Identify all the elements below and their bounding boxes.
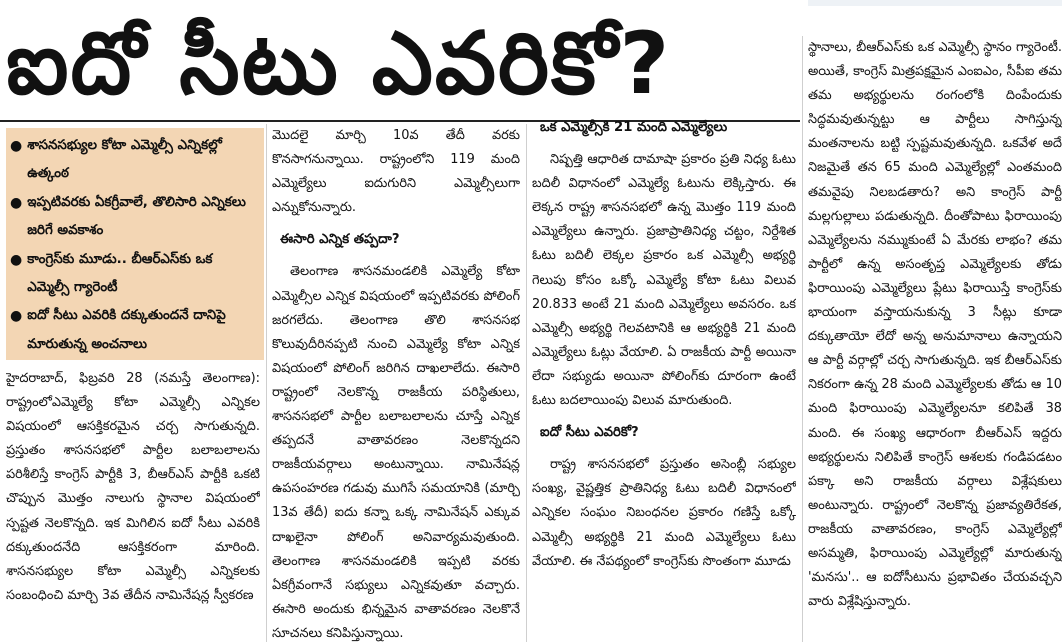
highlight-item bbox=[10, 246, 258, 303]
highlight-text: శాసనసభ్యుల కోటా ఎమ్మెల్సీ ఎన్నికల్లో ఉత్కంఠ bbox=[27, 138, 222, 182]
headline: ఐదో సీటు ఎవరికో? bbox=[6, 14, 672, 114]
column-2 bbox=[272, 124, 520, 642]
column-3 bbox=[532, 116, 796, 642]
body-paragraph: మొదలై మార్చి 10వ తేదీ వరకు కొనసాగనున్నాయి. రాష్ట్రంలోని 119 మంది ఎమ్మెల్యేలు ఐదుగురిని ఎమ్మెల్సీలుగా ఎన్నుకోనున్నారు. bbox=[272, 128, 520, 216]
column-4 bbox=[808, 36, 1062, 642]
body-paragraph: స్థానాలు, బీఆర్ఎస్‌కు ఒక ఎమ్మెల్సీ స్థానం గ్యారెంటీ. అయితే, కాంగ్రెస్ మిత్రపక్షమైన ఎంఐఎం, సీపీఐ తమ తమ అభ్యర్థులను రంగంలోకి దింపేందుకు సిద్ధమవుతున్నట్టు ఆ పార్టీలు సాగిస్తున్న మంతనాలను బట్టి స్పష్టమవుతున్నది. ఒకవేళ అదే నిజమైతే తన 65 మంది ఎమ్మెల్యేల్లో ఎంతమంది తమవైపు నిలబడతారు? అని కాంగ్రెస్ పార్టీ మల్లగుల్లాలు పడుతున్నది. దీంతోపాటు ఫిరాయింపు ఎమ్మెల్యేలను నమ్ముకుంటే ఏ మేరకు లాభం? తమ పార్టీలో ఉన్న అసంతృప్త ఎమ్మెల్యేలకు తోడు ఫిరాయింపు ఎమ్మెల్యేలు ప్లేటు ఫిరాయిస్తే కాంగ్రెస్‌కు భాయంగా వస్తాయనుకున్న 3 సీట్లు కూడా దక్కుతాయో లేదో అన్న అనుమానాలు ఉన్నాయని ఆ పార్టీ వర్గాల్లో చర్చ సాగుతున్నది. ఇక బీఆర్ఎస్‌కు నికరంగా ఉన్న 28 మంది ఎమ్మెల్యేలకు తోడు ఆ 10 మంది ఫిరాయింపు ఎమ్మెల్యేలనూ కలిపితే 38 మంది. ఈ సంఖ్య ఆధారంగా బీఆర్ఎస్ ఇద్దరు అభ్యర్థులను నిలిపితే కాంగ్రెస్ ఆశలకు గండిపడటం పక్కా అని రాజకీయ వర్గాలు విశ్లేషకులు అంటున్నారు. రాష్ట్రంలో నెలకొన్న ప్రజావ్యతిరేకత, రాజకీయ వాతావరణం, కాంగ్రెస్ ఎమ్మెల్యేల్లో అసమ్మతి, ఫిరాయింపు ఎమ్మెల్యేల్లో మారుతున్న 'మనసు'.. ఆ ఐదోసీటును ప్రభావితం చేయవచ్చని వారు విశ్లేషిస్తున్నారు. bbox=[808, 40, 1062, 610]
body-paragraph: నిష్పత్తి ఆధారిత దామాషా ప్రకారం ప్రతి నిధ్య ఓటు బదిలీ విధానంలో ఎమ్మెల్యే ఓటును లెక్కిస్తారు. ఈ లెక్కన రాష్ట్ర శాసనసభలో ఉన్న మొత్తం 119 మంది ఎమ్మెల్యేలు ఉన్నారు. ప్రజాప్రాతినిధ్య చట్టం, నిర్దేశిత ఓటు బదిలీ లెక్కల ప్రకారం ఒక ఎమ్మెల్సీ అభ్యర్థి గెలుపు కోసం ఒక్కో ఎమ్మెల్యే కోటా ఓటు విలువ 20.833 అంటే 21 మంది ఎమ్మెల్యేలు అవసరం. ఒక ఎమ్మెల్సీ అభ్యర్థి గెలవటానికి ఆ అభ్యర్థికి 21 మంది ఎమ్మెల్యేలు ఓట్లు వేయాలి. ఏ రాజకీయ పార్టీ అయినా లేదా సభ్యుడు అయినా పోలింగ్‌కు దూరంగా ఉంటే ఓటు బదలాయింపు విలువ మారుతుంది. bbox=[532, 152, 796, 409]
highlights-box bbox=[6, 128, 264, 360]
body-paragraph: రాష్ట్ర శాసనసభలో ప్రస్తుతం అసెంబ్లీ సభ్యుల సంఖ్య, వైష్ణత్తిక ప్రాతినిధ్య ఓటు బదిలీ విధానంలో ఎన్నికల సంఘం నిబంధనల ప్రకారం గణిస్తే ఒక్కో ఎమ్మెల్సీ అభ్యర్థికి 21 మంది ఎమ్మెల్యేలు ఓటు వేయాలి. ఈ నేపథ్యంలో కాంగ్రెస్‌కు సొంతంగా మూడు bbox=[532, 457, 796, 569]
subheading: ఈసారి ఎన్నిక తప్పదా? bbox=[280, 232, 400, 248]
dateline-paragraph: హైదరాబాద్, ఫిబ్రవరి 28 (నమస్తే తెలంగాణ): రాష్ట్రంలోఎమ్మెల్యే కోటా ఎమ్మెల్సీ ఎన్నికల విషయంలో ఆసక్తికరమైన చర్చ సాగుతున్నది. ప్రస్తుతం శాసనసభలో పార్టీల బలాబలాలను పరిశీలిస్తే కాంగ్రెస్ పార్టీకి 3, బీఆర్ఎస్ పార్టీకి ఒకటి చొప్పున మొత్తం నాలుగు స్థానాల విషయంలో స్పష్టత నెలకొన్నది. ఇక మిగిలిన ఐదో సీటు ఎవరికి దక్కుతుందనేది ఆసక్తికరంగా మారింది. శాసనసభ్యుల కోటా ఎమ్మెల్సీ ఎన్నికలకు సంబంధించి మార్చి 3వ తేదీన నామినేషన్ల స్వీకరణ bbox=[6, 371, 260, 603]
highlight-item bbox=[10, 189, 258, 246]
bullet-icon: ● bbox=[10, 138, 23, 154]
column-divider bbox=[266, 124, 267, 642]
highlight-text: కాంగ్రెస్‌కు మూడు.. బీఆర్ఎస్‌కు ఒక ఎమ్మెల్సీ గ్యారెంటీ bbox=[27, 251, 213, 296]
highlight-text: ఇప్పటివరకు ఏకగ్రీవాలే, తొలిసారి ఎన్నికలు జరిగే అవకాశం bbox=[27, 194, 246, 239]
top-edge-strip bbox=[808, 0, 1062, 6]
highlight-text: ఐదో సీటు ఎవరికి దక్కుతుందనే దానిపై మారుతున్న అంచనాలు bbox=[27, 308, 226, 352]
subheading: ఒక ఎమ్మెల్సీకి 21 మంది ఎమ్మెల్యేలు bbox=[540, 120, 728, 135]
column-1 bbox=[6, 367, 260, 642]
column-divider bbox=[526, 124, 527, 642]
bullet-icon: ● bbox=[10, 194, 23, 211]
bullet-icon: ● bbox=[10, 251, 23, 268]
column-divider bbox=[802, 36, 803, 642]
highlight-item bbox=[10, 132, 258, 189]
subheading: ఐదో సీటు ఎవరికో? bbox=[540, 425, 639, 441]
bullet-icon: ● bbox=[10, 308, 23, 325]
highlight-item bbox=[10, 302, 258, 359]
body-paragraph: తెలంగాణ శాసనమండలికి ఎమ్మెల్యే కోటా ఎమ్మెల్సీల ఎన్నిక విషయంలో ఇప్పటివరకు పోలింగ్ జరగలేదు. తెలంగాణ తొలి శాసనసభ కొలువుదీరినప్పటి నుంచి ఎమ్మెల్యే కోటా ఎన్నిక విషయంలో పోలింగ్ జరిగిన దాఖలాలేదు. ఈసారి రాష్ట్రంలో నెలకొన్న రాజకీయ పరిస్థితులు, శాసనసభలో పార్టీల బలాబలాలను చూస్తే ఎన్నిక తప్పదనే వాతావరణం నెలకొన్నదని రాజకీయవర్గాలు అంటున్నాయి. నామినేషన్ల ఉపసంహరణ గడువు ముగిసే సమయానికి (మార్చి 13వ తేదీ) ఐదు కన్నా ఒక్క నామినేషన్ ఎక్కువ దాఖలైనా పోలింగ్ అనివార్యమవుతుంది. తెలంగాణ శాసనమండలికి ఇప్పటి వరకు ఏకగ్రీవంగానే సభ్యులు ఎన్నికవుతూ వచ్చారు. ఈసారి అందుకు భిన్నమైన వాతావరణం నెలకొనే సూచనలు కనిపిస్తున్నాయి. bbox=[272, 264, 520, 641]
